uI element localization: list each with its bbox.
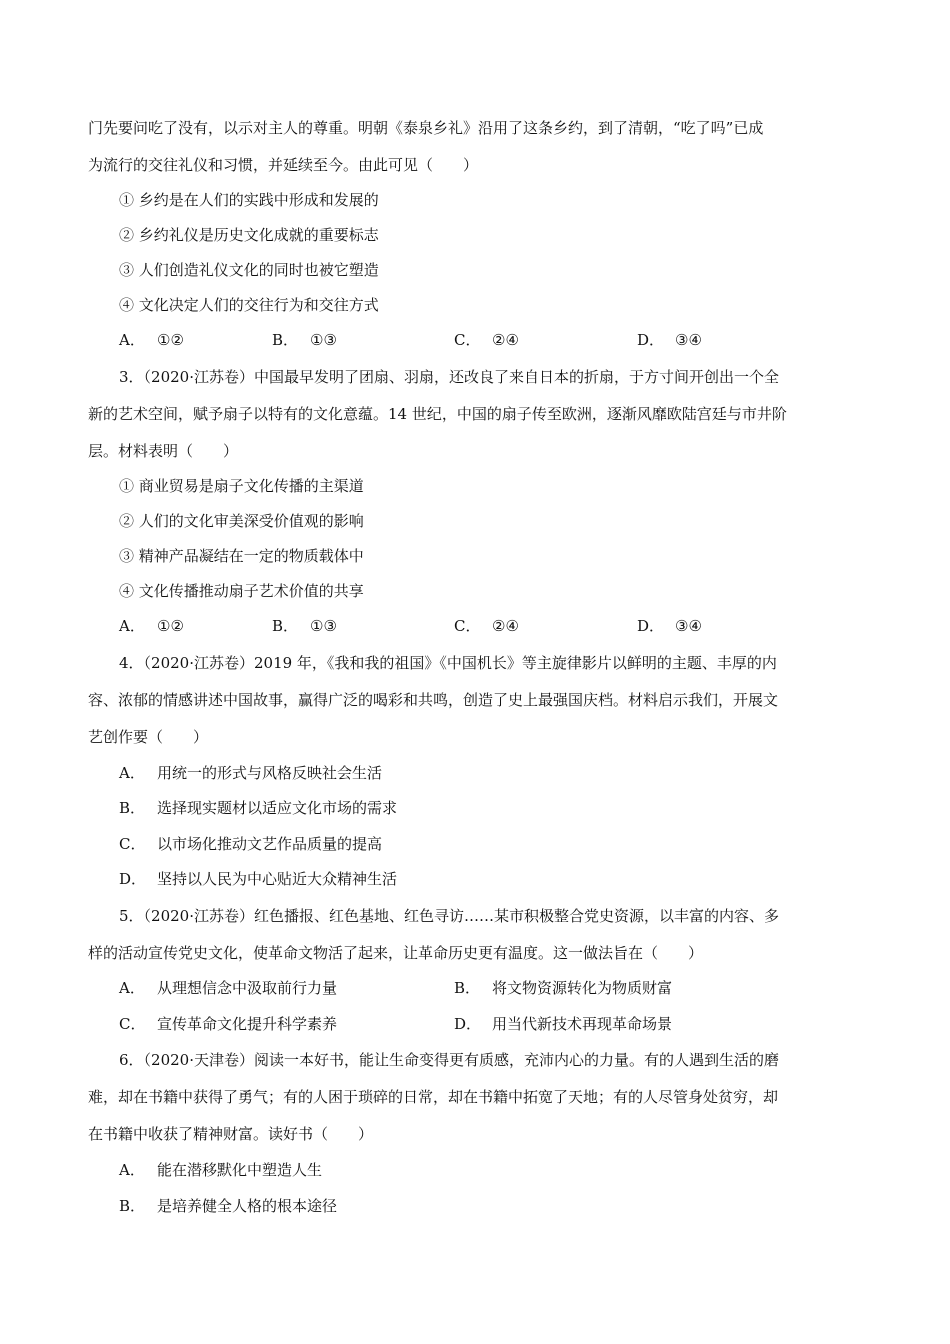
q3-statement-3: ③ 精神产品凝结在一定的物质载体中 bbox=[119, 547, 364, 565]
q2-option-b[interactable] bbox=[272, 330, 337, 350]
q5-option-c[interactable] bbox=[119, 1014, 337, 1034]
option-text: 坚持以人民为中心贴近大众精神生活 bbox=[157, 870, 398, 888]
q4-option-d[interactable] bbox=[119, 869, 397, 889]
q2-statement-4: ④ 文化决定人们的交往行为和交往方式 bbox=[119, 296, 379, 314]
option-letter: D． bbox=[637, 617, 665, 635]
q3-option-c[interactable] bbox=[454, 616, 519, 636]
option-text: 以市场化推动文艺作品质量的提高 bbox=[157, 835, 383, 853]
q5-stem-line-2: 样的活动宣传党史文化，使革命文物活了起来，让革命历史更有温度。这一做法旨在（ ） bbox=[88, 944, 704, 962]
option-text: ②④ bbox=[492, 617, 519, 635]
option-text: ③④ bbox=[675, 331, 702, 349]
option-letter: B． bbox=[272, 331, 299, 349]
q3-statement-1: ① 商业贸易是扇子文化传播的主渠道 bbox=[119, 477, 364, 495]
option-letter: B． bbox=[119, 1197, 146, 1215]
option-text: 用当代新技术再现革命场景 bbox=[492, 1015, 673, 1033]
option-text: ②④ bbox=[492, 331, 519, 349]
q4-stem-line-1: 4．（2020·江苏卷）2019 年，《我和我的祖国》《中国机长》等主旋律影片以鲜明的主题、丰厚的内 bbox=[119, 654, 777, 672]
q3-stem-line-1: 3．（2020·江苏卷）中国最早发明了团扇、羽扇，还改良了来自日本的折扇，于方寸间开创出一个全 bbox=[119, 368, 779, 386]
option-letter: A． bbox=[119, 617, 145, 635]
q6-stem-line-3: 在书籍中收获了精神财富。读好书（ ） bbox=[88, 1125, 374, 1143]
option-text: 从理想信念中汲取前行力量 bbox=[157, 979, 338, 997]
q5-option-b[interactable] bbox=[454, 978, 672, 998]
option-text: 是培养健全人格的根本途径 bbox=[157, 1197, 338, 1215]
option-letter: C． bbox=[119, 1015, 146, 1033]
option-text: ③④ bbox=[675, 617, 702, 635]
option-letter: A． bbox=[119, 979, 145, 997]
option-letter: C． bbox=[454, 617, 481, 635]
q6-option-b[interactable] bbox=[119, 1196, 337, 1216]
q3-option-b[interactable] bbox=[272, 616, 337, 636]
option-letter: B． bbox=[454, 979, 481, 997]
q2-option-c[interactable] bbox=[454, 330, 519, 350]
option-text: 用统一的形式与风格反映社会生活 bbox=[157, 764, 383, 782]
option-text: 能在潜移默化中塑造人生 bbox=[157, 1161, 323, 1179]
option-text: ①② bbox=[157, 617, 184, 635]
option-letter: B． bbox=[272, 617, 299, 635]
option-letter: B． bbox=[119, 799, 146, 817]
option-letter: D． bbox=[119, 870, 147, 888]
q4-stem-line-3: 艺创作要（ ） bbox=[88, 728, 209, 746]
q2-statement-1: ① 乡约是在人们的实践中形成和发展的 bbox=[119, 191, 379, 209]
q3-option-d[interactable] bbox=[637, 616, 702, 636]
option-letter: C． bbox=[119, 835, 146, 853]
q2-option-d[interactable] bbox=[637, 330, 702, 350]
option-text: ①③ bbox=[310, 617, 337, 635]
option-letter: A． bbox=[119, 1161, 145, 1179]
option-letter: D． bbox=[454, 1015, 482, 1033]
q4-option-b[interactable] bbox=[119, 798, 397, 818]
option-text: 宣传革命文化提升科学素养 bbox=[157, 1015, 338, 1033]
q3-option-a[interactable] bbox=[119, 616, 184, 636]
q4-stem-line-2: 容、浓郁的情感讲述中国故事，赢得广泛的喝彩和共鸣，创造了史上最强国庆档。材料启示我们，开展文 bbox=[88, 691, 779, 709]
option-text: ①③ bbox=[310, 331, 337, 349]
q2-statement-3: ③ 人们创造礼仪文化的同时也被它塑造 bbox=[119, 261, 379, 279]
option-letter: A． bbox=[119, 764, 145, 782]
option-text: 将文物资源转化为物质财富 bbox=[492, 979, 673, 997]
q6-stem-line-1: 6．（2020·天津卷）阅读一本好书，能让生命变得更有质感，充沛内心的力量。有的人遇到生活的磨 bbox=[119, 1051, 779, 1069]
option-letter: C． bbox=[454, 331, 481, 349]
q5-option-d[interactable] bbox=[454, 1014, 672, 1034]
q6-option-a[interactable] bbox=[119, 1160, 322, 1180]
q5-option-a[interactable] bbox=[119, 978, 337, 998]
option-text: 选择现实题材以适应文化市场的需求 bbox=[157, 799, 398, 817]
q2-continuation-line-1: 门先要问吃了没有，以示对主人的尊重。明朝《泰泉乡礼》沿用了这条乡约，到了清朝，“吃了吗”已成 bbox=[88, 119, 764, 137]
q6-stem-line-2: 难，却在书籍中获得了勇气；有的人困于琐碎的日常，却在书籍中拓宽了天地；有的人尽管身处贫穷，却 bbox=[88, 1088, 779, 1106]
q3-statement-4: ④ 文化传播推动扇子艺术价值的共享 bbox=[119, 582, 364, 600]
q2-continuation-line-2: 为流行的交往礼仪和习惯，并延续至今。由此可见（ ） bbox=[88, 156, 479, 174]
option-letter: A． bbox=[119, 331, 145, 349]
q2-statement-2: ② 乡约礼仪是历史文化成就的重要标志 bbox=[119, 226, 379, 244]
q3-stem-line-2: 新的艺术空间，赋予扇子以特有的文化意蕴。14 世纪，中国的扇子传至欧洲，逐渐风靡欧陆宫廷与市井阶 bbox=[88, 405, 787, 423]
q4-option-c[interactable] bbox=[119, 834, 382, 854]
option-text: ①② bbox=[157, 331, 184, 349]
q3-stem-line-3: 层。材料表明（ ） bbox=[88, 442, 239, 460]
option-letter: D． bbox=[637, 331, 665, 349]
q3-statement-2: ② 人们的文化审美深受价值观的影响 bbox=[119, 512, 364, 530]
q2-option-a[interactable] bbox=[119, 330, 184, 350]
q5-stem-line-1: 5．（2020·江苏卷）红色播报、红色基地、红色寻访……某市积极整合党史资源，以丰富的内容、多 bbox=[119, 907, 779, 925]
q4-option-a[interactable] bbox=[119, 763, 382, 783]
